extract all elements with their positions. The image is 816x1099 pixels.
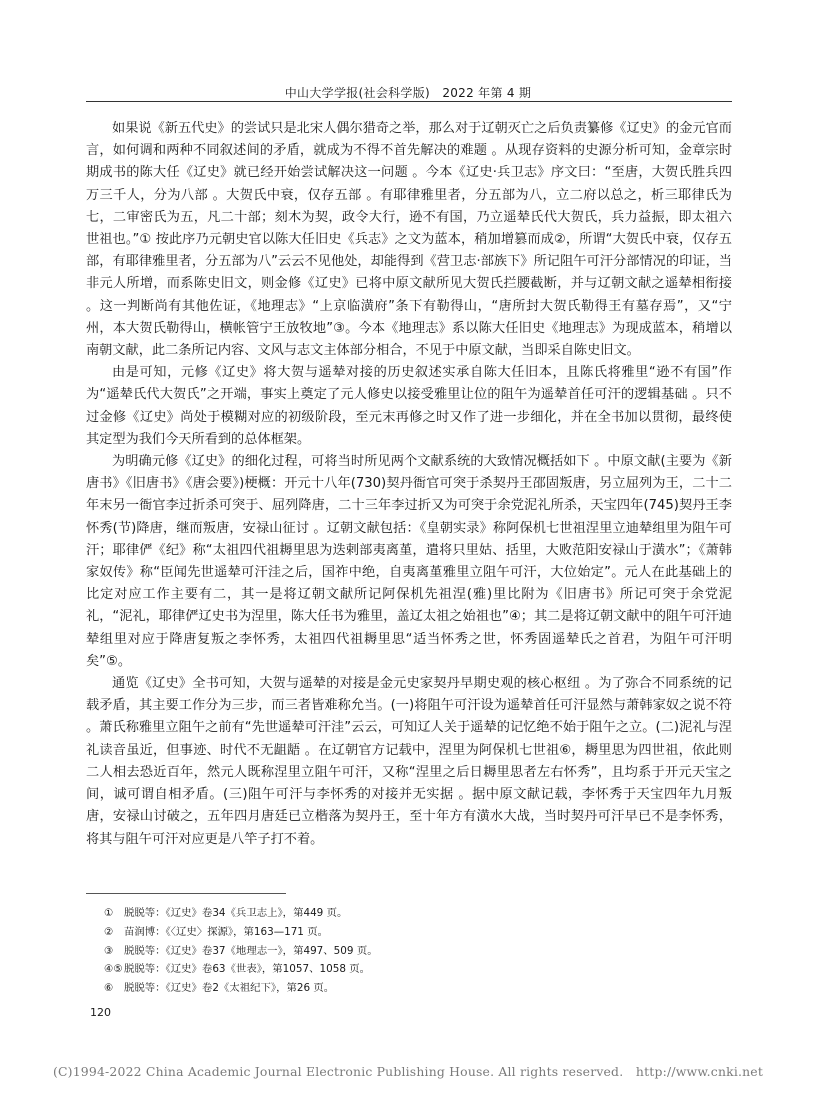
footnote-mark: ⑥ <box>104 982 114 995</box>
footnote <box>104 979 704 998</box>
footnote-text: 苗润博：《〈辽史〉探源》，第163—171 页。 <box>124 925 329 938</box>
footnote-mark: ④⑤ <box>104 963 123 976</box>
paragraph: 为明确元修《辽史》的细化过程，可将当时所见两个文献系统的大致情况概括如下 。中原文献(主要为《新唐书》《旧唐书》《唐会要》)梗概：开元十八年(730)契丹衙官可突于杀契丹王邵固叛唐，另立屈列为王，二十二年末另一衙官李过折杀可突于、屈列降唐，二十三年李过折又为可突于余党泥礼所杀，天宝四年(745)契丹王李怀秀(节)降唐，继而叛唐，安禄山征讨 。辽朝文献包括：《皇朝实录》称阿保机七世祖涅里立迪辇组里为阻午可汗；耶律俨《纪》称“太祖四代祖耨里思为迭剌部夷离堇，遣将只里姑、括里，大败范阳安禄山于潢水”；《萧韩家奴传》称“臣闻先世遥辇可汗洼之后，国祚中绝，自夷离堇雅里立阻午可汗，大位始定”。元人在此基础上的比定对应工作主要有二，其一是将辽朝文献所记阿保机先祖涅(雅)里比附为《旧唐书》所记可突于余党泥礼，“泥礼，耶律俨辽史书为涅里，陈大任书为雅里，盖辽太祖之始祖也”④；其二是将辽朝文献中的阻午可汗迪辇组里对应于降唐复叛之李怀秀，太祖四代祖耨里思“适当怀秀之世，怀秀固遥辇氏之首君，为阻午可汗明矣”⑤。 <box>86 454 732 669</box>
footnotes <box>104 904 704 998</box>
header-rule <box>86 101 732 102</box>
footnote-mark: ① <box>104 907 114 919</box>
footnote-rule <box>86 893 286 894</box>
footnote-text: 脱脱等：《辽史》卷37《地理志一》，第497、509 页。 <box>124 944 378 957</box>
footnote <box>104 942 704 961</box>
footnote-mark: ② <box>104 925 114 938</box>
footnote <box>104 923 704 942</box>
footnote-text: 脱脱等：《辽史》卷34《兵卫志上》，第449 页。 <box>124 907 348 919</box>
running-header: 中山大学学报(社会科学版) 2022 年第 4 期 <box>284 86 532 100</box>
paragraph: 如果说《新五代史》的尝试只是北宋人偶尔猎奇之举，那么对于辽朝灭亡之后负责纂修《辽史》的金元官而言，如何调和两种不同叙述间的矛盾，就成为不得不首先解决的难题 。从现存资料的史源分析可知，金章宗时期成书的陈大任《辽史》就已经开始尝试解决这一问题 。今本《辽史·兵卫志》序文曰：“至唐，大贺氏胜兵四万三千人，分为八部 。大贺氏中衰，仅存五部 。有耶律雅里者，分五部为八，立二府以总之，析三耶律氏为七，二审密氏为五，凡二十部；刻木为契，政令大行，逊不有国，乃立遥辇氏代大贺氏，兵力益振，即太祖六世祖也。”① 按此序乃元朝史官以陈大任旧史《兵志》之文为蓝本，稍加增篡而成②，所谓“大贺氏中衰，仅存五部，有耶律雅里者，分五部为八”云云不见他处，却能得到《营卫志·部族下》所记阻午可汗分部情况的印证，当非元人所增，而系陈史旧文，则金修《辽史》已将中原文献所见大贺氏拦腰截断，并与辽朝文献之遥辇相衔接 。这一判断尚有其他佐证，《地理志》“上京临潢府”条下有勒得山，“唐所封大贺氏勒得王有墓存焉”，又“宁州，本大贺氏勒得山，横帐管宁王放牧地”③。今本《地理志》系以陈大任旧史《地理志》为现成蓝本，稍增以南朝文献，此二条所记内容、文风与志文主体部分相合，不见于中原文献，当即采自陈史旧文。 <box>86 121 732 359</box>
paragraph: 由是可知，元修《辽史》将大贺与遥辇对接的历史叙述实承自陈大任旧本，且陈氏将雅里“逊不有国”作为“遥辇氏代大贺氏”之开端，事实上奠定了元人修史以接受雅里让位的阻午为遥辇首任可汗的逻辑基础 。只不过金修《辽史》尚处于模糊对应的初级阶段，至元末再修之时又作了进一步细化，并在全书加以贯彻，最终使其定型为我们今天所看到的总体框架。 <box>86 365 732 447</box>
footnote-text: 脱脱等：《辽史》卷2《太祖纪下》，第26 页。 <box>124 982 335 995</box>
footnote-text: 脱脱等：《辽史》卷63《世表》，第1057、1058 页。 <box>124 963 371 976</box>
footnote-mark: ③ <box>104 944 114 957</box>
footnote <box>104 960 704 979</box>
copyright-notice: (C)1994-2022 China Academic Journal Electronic Publishing House. All rights reserved. http://www.cnki.net <box>52 1064 764 1079</box>
page-number: 120 <box>90 1006 111 1019</box>
paragraph: 通览《辽史》全书可知，大贺与遥辇的对接是金元史家契丹早期史观的核心枢纽 。为了弥合不同系统的记载矛盾，其主要工作分为三步，而三者皆难称允当。(一)将阻午可汗设为遥辇首任可汗显然与萧韩家奴之说不符 。萧氏称雅里立阻午之前有“先世遥辇可汗洼”云云，可知辽人关于遥辇的记忆绝不始于阻午之立。(二)泥礼与涅礼读音虽近，但事迹、时代不无龃龉 。在辽朝官方记载中，涅里为阿保机七世祖⑥，耨里思为四世祖，依此则二人相去恐近百年，然元人既称涅里立阻午可汗，又称“涅里之后日耨里思者左右怀秀”，且均系于开元天宝之间，诚可谓自相矛盾。(三)阻午可汗与李怀秀的对接并无实据 。据中原文献记载，李怀秀于天宝四年九月叛唐，安禄山讨破之，五年四月唐廷已立楷落为契丹王，至十年方有潢水大战，当时契丹可汗早已不是李怀秀，将其与阻午可汗对应更是八竿子打不着。 <box>86 676 732 847</box>
footnote <box>104 904 704 923</box>
article-body <box>86 118 732 851</box>
